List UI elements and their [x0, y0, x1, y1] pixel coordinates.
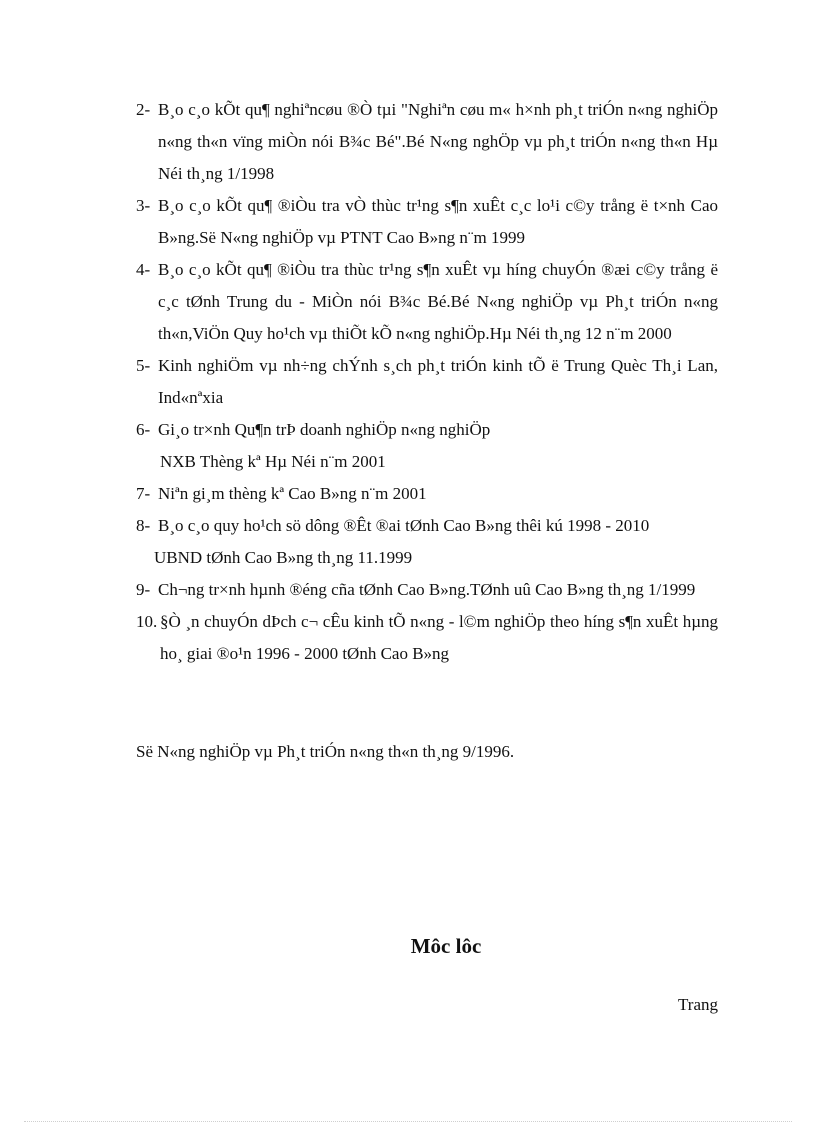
reference-item-8 [136, 510, 718, 574]
reference-text: Kinh nghiÖm vµ nh÷ng chÝnh s¸ch ph¸t triÓn kinh tÕ ë Trung Quèc Th¸i Lan, Ind«nªxia [158, 356, 718, 407]
reference-number: 8- [136, 516, 151, 535]
reference-tail-line: Së N«ng nghiÖp vµ Ph¸t triÓn n«ng th«n th¸ng 9/1996. [136, 742, 515, 761]
reference-number: 6- [136, 420, 151, 439]
reference-text: B¸o c¸o kÕt qu¶ ®iÒu tra thùc tr¹ng s¶n xuÊt vµ híng chuyÓn ®æi c©y trång ë c¸c tØnh Trung du - MiÒn nói B¾c Bé.Bé N«ng nghiÖp vµ Ph¸t triÓn n«ng th«n,ViÖn Quy ho¹ch vµ thiÕt kÕ n«ng nghiÖp.Hµ Néi th¸ng 12 n¨m 2000 [158, 260, 718, 343]
reference-number: 7- [136, 484, 151, 503]
reference-item-5 [136, 350, 718, 414]
reference-item-10 [136, 606, 718, 670]
page-bottom-rule [24, 1121, 792, 1122]
reference-publisher: NXB Thèng kª Hµ Néi n¨m 2001 [160, 452, 386, 471]
reference-text: B¸o c¸o kÕt qu¶ nghiªncøu ®Ò tµi "Nghiªn cøu m« h×nh ph¸t triÓn n«ng nghiÖp n«ng th«n vïng miÒn nói B¾c Bé".Bé N«ng nghÖp vµ ph¸t triÓn n«ng th«n Hµ Néi th¸ng 1/1998 [158, 100, 718, 183]
reference-item-9 [136, 574, 718, 606]
reference-number: 5- [136, 356, 151, 375]
reference-item-7 [136, 478, 718, 510]
reference-publisher: UBND tØnh Cao B»ng th¸ng 11.1999 [154, 548, 413, 567]
reference-number: 3- [136, 196, 151, 215]
reference-number: 10. [136, 612, 158, 631]
reference-item-4 [136, 254, 718, 350]
toc-page-label: Trang [678, 995, 718, 1014]
reference-number: 2- [136, 100, 151, 119]
reference-item-3 [136, 190, 718, 254]
reference-text: §Ò ¸n chuyÓn dÞch c¬ cÊu kinh tÕ n«ng - l©m nghiÖp theo híng s¶n xuÊt hµng ho¸ giai ®o¹n 1996 - 2000 tØnh Cao B»ng [160, 612, 718, 663]
reference-list [136, 94, 718, 670]
reference-number: 9- [136, 580, 151, 599]
reference-text: B¸o c¸o quy ho¹ch sö dông ®Êt ®ai tØnh Cao B»ng thêi kú 1998 - 2010 [158, 516, 650, 535]
reference-text: Niªn gi¸m thèng kª Cao B»ng n¨m 2001 [158, 484, 427, 503]
reference-number: 4- [136, 260, 151, 279]
reference-text: Gi¸o tr×nh Qu¶n trÞ doanh nghiÖp n«ng nghiÖp [158, 420, 491, 439]
reference-text: B¸o c¸o kÕt qu¶ ®iÒu tra vÒ thùc tr¹ng s¶n xuÊt c¸c lo¹i c©y trång ë t×nh Cao B»ng.Së N«ng nghiÖp vµ PTNT Cao B»ng n¨m 1999 [158, 196, 718, 247]
toc-heading: Môc lôc [410, 934, 482, 958]
reference-item-6 [136, 414, 718, 478]
reference-item-2 [136, 94, 718, 190]
reference-text: Ch¬ng tr×nh hµnh ®éng cña tØnh Cao B»ng.TØnh uû Cao B»ng th¸ng 1/1999 [158, 580, 696, 599]
